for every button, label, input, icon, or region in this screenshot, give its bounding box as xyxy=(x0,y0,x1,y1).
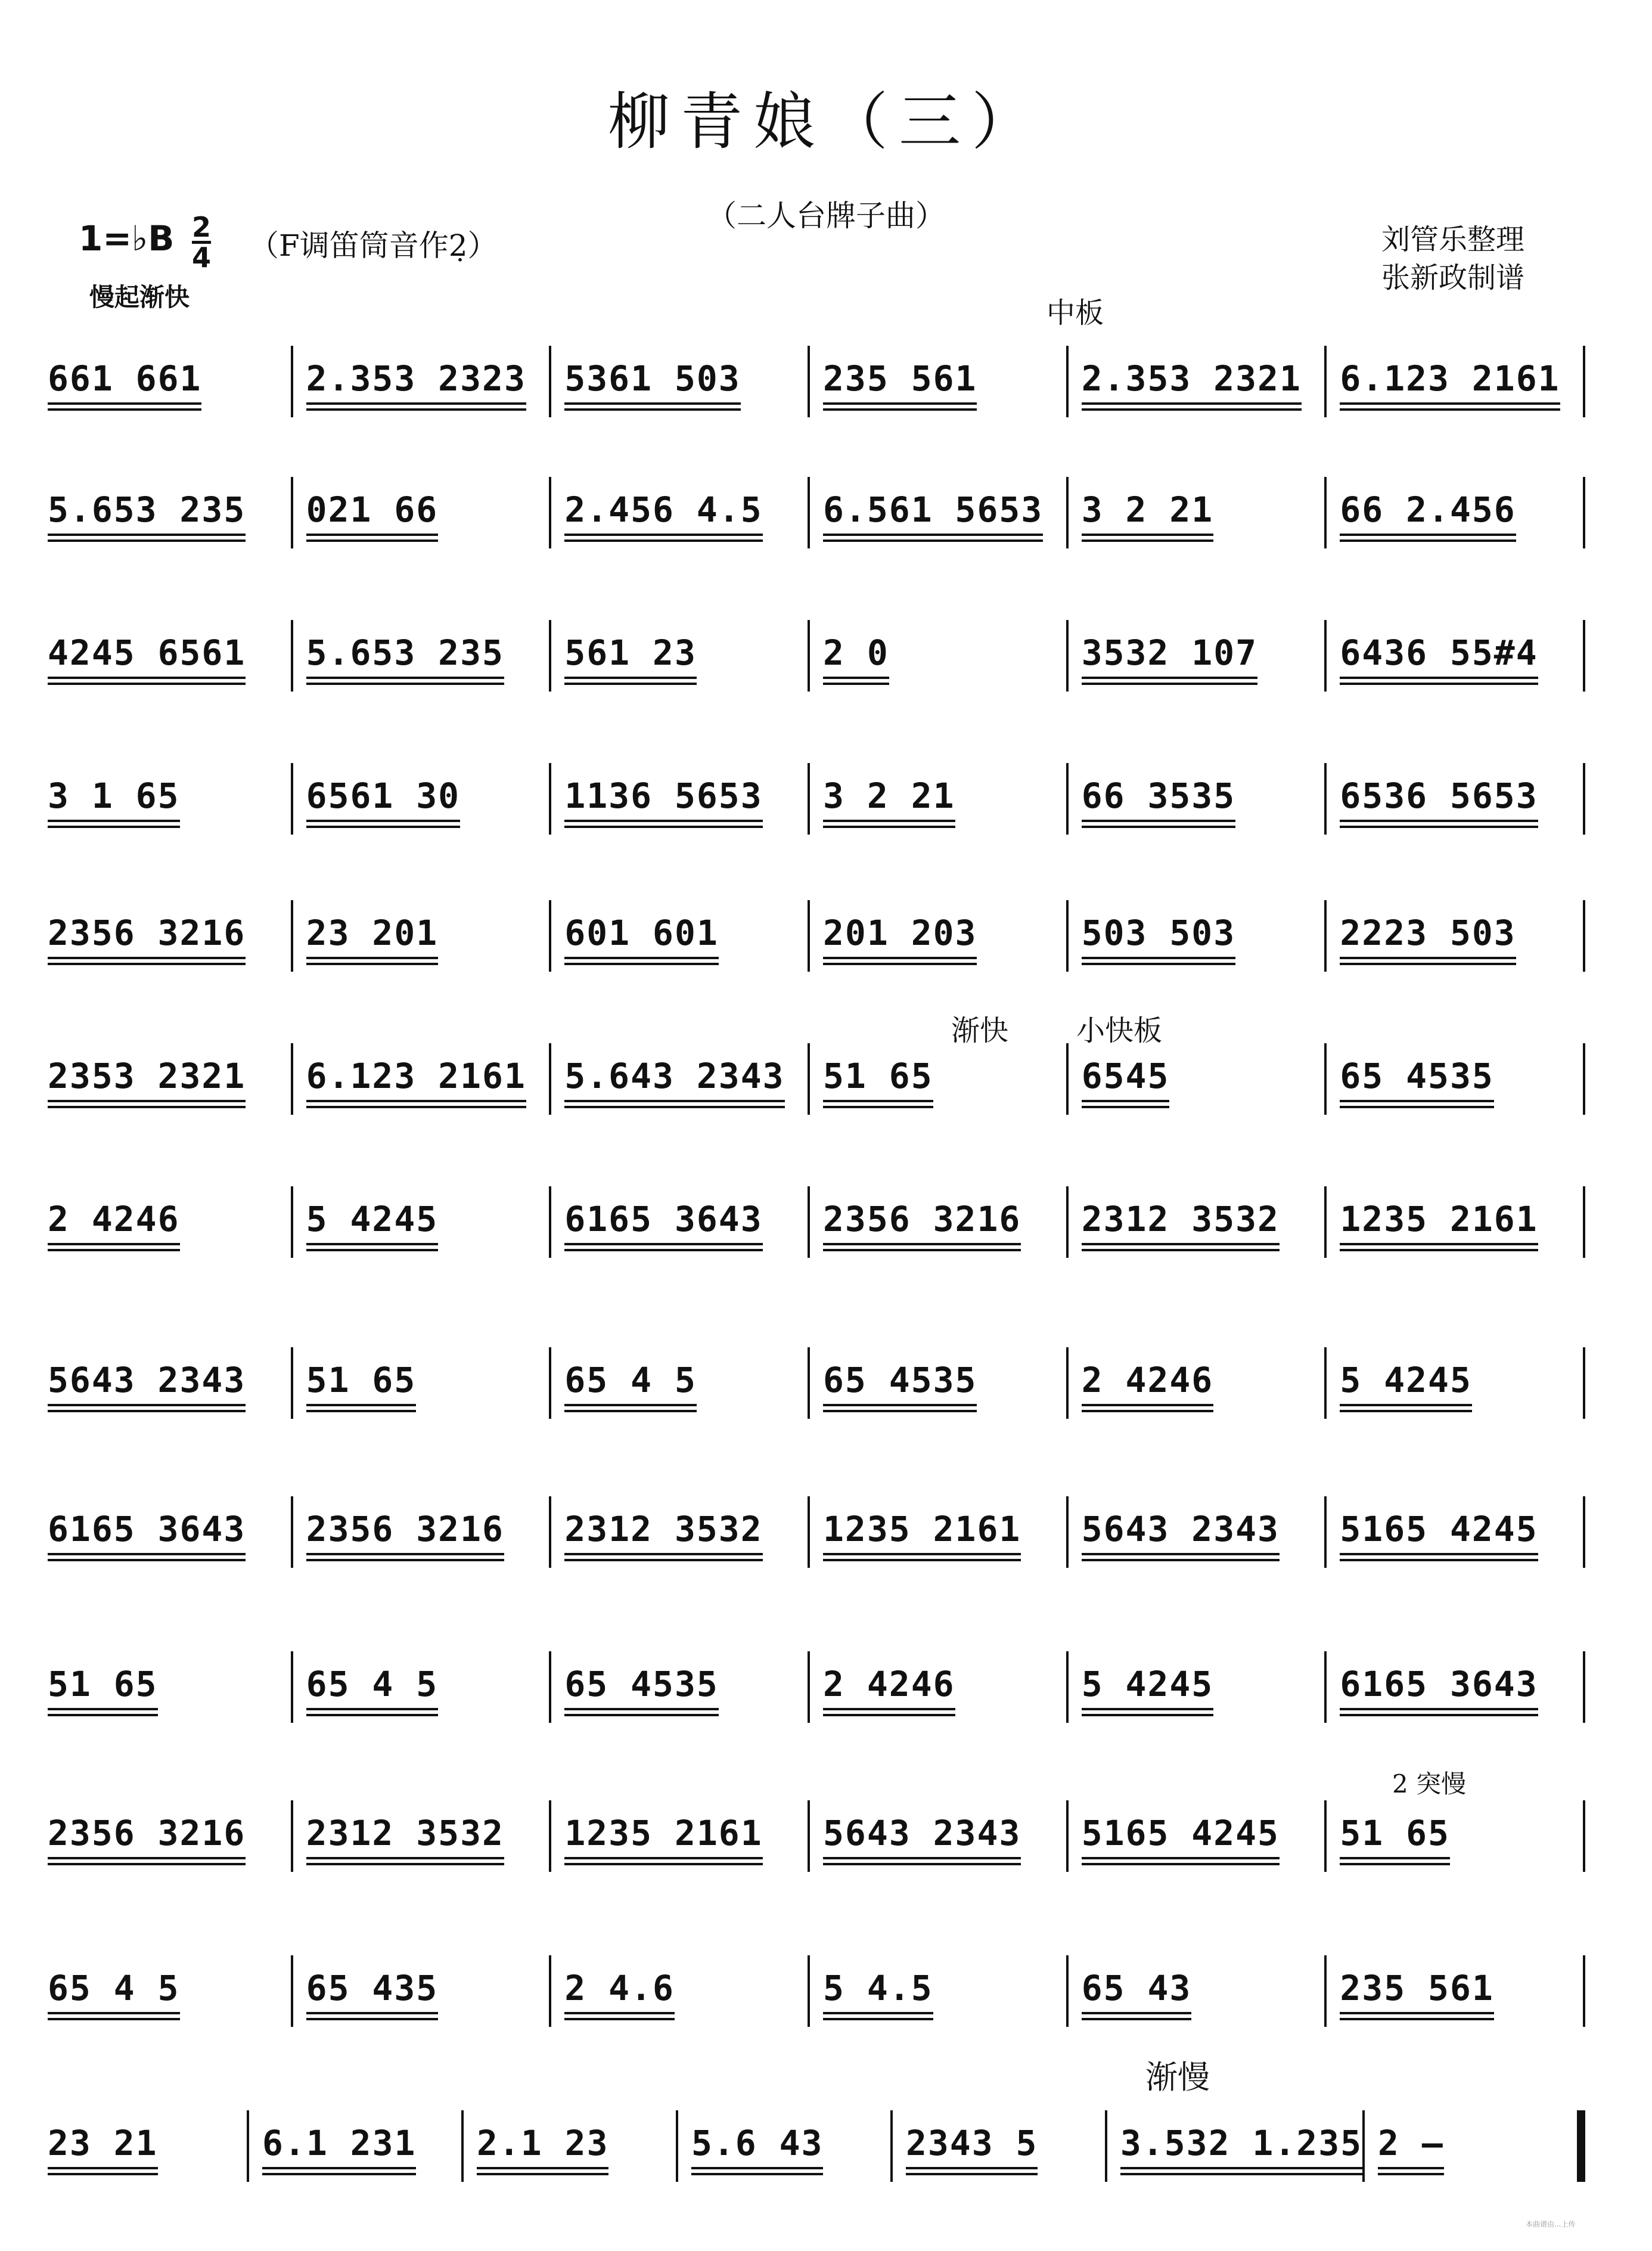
time-signature xyxy=(192,211,212,274)
measure xyxy=(549,763,808,835)
measure xyxy=(291,1955,549,2027)
measure xyxy=(1324,900,1583,972)
final-barline xyxy=(1577,2110,1585,2182)
tempo-tuman: 2 突慢 xyxy=(1392,1769,1467,1799)
meter-numerator: 2 xyxy=(192,211,212,243)
score-row xyxy=(48,1955,1585,2027)
measure-notes: 2 – xyxy=(1378,2123,1444,2169)
measure xyxy=(549,1800,808,1872)
measure xyxy=(48,1347,291,1419)
measure-notes: 6165 3643 xyxy=(564,1199,762,1245)
measure-notes: 6436 55#4 xyxy=(1340,632,1538,679)
measure-notes: 2 0 xyxy=(823,632,889,679)
measure xyxy=(48,1955,291,2027)
measure xyxy=(1066,1347,1325,1419)
score-row xyxy=(48,1043,1585,1115)
measure xyxy=(1066,1496,1325,1568)
measure-notes: 661 661 xyxy=(48,358,201,405)
barline xyxy=(1583,1347,1585,1419)
measure-notes: 5165 4245 xyxy=(1082,1813,1280,1859)
key-signature: 1=♭B xyxy=(79,218,175,259)
measure xyxy=(291,477,549,548)
measure-notes: 5643 2343 xyxy=(1082,1509,1280,1555)
measure xyxy=(1362,2110,1577,2182)
measure xyxy=(549,1186,808,1258)
measure xyxy=(48,1186,291,1258)
tempo-zhongban: 中板 xyxy=(1047,296,1104,330)
barline xyxy=(1583,1496,1585,1568)
measure xyxy=(808,620,1066,692)
arranger: 刘管乐整理 xyxy=(1381,223,1525,256)
barline xyxy=(1583,1955,1585,2027)
measure-notes: 2356 3216 xyxy=(823,1199,1021,1245)
measure-notes: 51 65 xyxy=(1340,1813,1450,1859)
measure-notes: 201 203 xyxy=(823,913,977,959)
measure-notes: 235 561 xyxy=(1340,1968,1493,2014)
measure-notes: 5.643 2343 xyxy=(564,1056,784,1102)
measure-notes: 2223 503 xyxy=(1340,913,1516,959)
measure xyxy=(1066,620,1325,692)
measure xyxy=(808,1043,1066,1115)
score-row xyxy=(48,900,1585,972)
tempo-xiaokuaiban: 小快板 xyxy=(1076,1014,1163,1047)
measure-notes: 5.653 235 xyxy=(306,632,504,679)
measure-notes: 2356 3216 xyxy=(48,1813,246,1859)
barline xyxy=(1583,477,1585,548)
measure-notes: 3 2 21 xyxy=(823,776,955,822)
measure xyxy=(549,900,808,972)
measure xyxy=(291,1043,549,1115)
measure xyxy=(549,1651,808,1723)
measure xyxy=(48,1800,291,1872)
measure-notes: 2 4.6 xyxy=(564,1968,675,2014)
score-row xyxy=(48,763,1585,835)
measure-notes: 1235 2161 xyxy=(564,1813,762,1859)
measure-notes: 2356 3216 xyxy=(48,913,246,959)
measure xyxy=(48,763,291,835)
measure-notes: 65 4 5 xyxy=(306,1664,439,1710)
barline xyxy=(1583,1043,1585,1115)
tempo-jiankuai: 渐快 xyxy=(951,1014,1009,1047)
page-title: 柳青娘（三） xyxy=(607,85,1044,158)
measure xyxy=(890,2110,1105,2182)
measure-notes: 2343 5 xyxy=(906,2123,1038,2169)
score-row xyxy=(48,620,1585,692)
footer-note: 本曲谱由...上传 xyxy=(1526,2220,1576,2228)
measure xyxy=(549,1043,808,1115)
measure xyxy=(549,620,808,692)
measure-notes: 1136 5653 xyxy=(564,776,762,822)
measure-notes: 65 4 5 xyxy=(564,1360,697,1406)
barline xyxy=(1583,620,1585,692)
measure-notes: 5361 503 xyxy=(564,358,740,405)
engraver: 张新政制谱 xyxy=(1381,261,1525,294)
barline xyxy=(1583,1651,1585,1723)
measure-notes: 2312 3532 xyxy=(306,1813,504,1859)
measure-notes: 5165 4245 xyxy=(1340,1509,1538,1555)
measure-notes: 021 66 xyxy=(306,489,439,536)
measure-notes: 5.6 43 xyxy=(691,2123,824,2169)
measure xyxy=(1066,1043,1325,1115)
measure-notes: 503 503 xyxy=(1082,913,1235,959)
measure-notes: 5 4245 xyxy=(1082,1664,1214,1710)
credits xyxy=(1381,221,1524,297)
measure-notes: 65 43 xyxy=(1082,1968,1192,2014)
measure xyxy=(808,1955,1066,2027)
measure-notes: 65 4535 xyxy=(1340,1056,1493,1102)
barline xyxy=(1583,346,1585,417)
score-row xyxy=(48,2110,1585,2182)
score-row xyxy=(48,1496,1585,1568)
measure xyxy=(1324,1955,1583,2027)
measure-notes: 5 4245 xyxy=(1340,1360,1472,1406)
meter-denominator: 4 xyxy=(192,241,212,274)
measure xyxy=(1324,1043,1583,1115)
measure-notes: 2 4246 xyxy=(48,1199,180,1245)
measure xyxy=(808,900,1066,972)
subtitle: （二人台牌子曲） xyxy=(707,199,945,233)
measure xyxy=(549,477,808,548)
measure xyxy=(1066,1651,1325,1723)
score-row xyxy=(48,1651,1585,1723)
measure-notes: 3.532 1.235 xyxy=(1120,2123,1362,2169)
barline xyxy=(1583,1186,1585,1258)
measure-notes: 4245 6561 xyxy=(48,632,246,679)
measure xyxy=(808,1347,1066,1419)
barline xyxy=(1583,1800,1585,1872)
measure xyxy=(1066,1800,1325,1872)
measure xyxy=(808,477,1066,548)
measure-notes: 235 561 xyxy=(823,358,977,405)
tempo-start: 慢起渐快 xyxy=(89,283,190,312)
measure xyxy=(291,1800,549,1872)
measure xyxy=(48,900,291,972)
measure xyxy=(1105,2110,1362,2182)
measure-notes: 6165 3643 xyxy=(1340,1664,1538,1710)
measure xyxy=(291,346,549,417)
measure xyxy=(291,900,549,972)
measure xyxy=(1324,477,1583,548)
measure-notes: 5.653 235 xyxy=(48,489,246,536)
measure-notes: 51 65 xyxy=(306,1360,417,1406)
measure-notes: 6.123 2161 xyxy=(306,1056,526,1102)
measure-notes: 51 65 xyxy=(823,1056,933,1102)
measure xyxy=(48,346,291,417)
measure-notes: 6.123 2161 xyxy=(1340,358,1560,405)
measure xyxy=(1324,620,1583,692)
measure-notes: 65 435 xyxy=(306,1968,439,2014)
measure xyxy=(808,1186,1066,1258)
measure-notes: 2356 3216 xyxy=(306,1509,504,1555)
measure xyxy=(1066,346,1325,417)
score-row xyxy=(48,477,1585,548)
measure-notes: 561 23 xyxy=(564,632,697,679)
measure xyxy=(461,2110,676,2182)
score-row xyxy=(48,1800,1585,1872)
measure xyxy=(1066,763,1325,835)
measure xyxy=(48,620,291,692)
flute-tuning: （F调笛筒音作2̣） xyxy=(249,228,498,263)
measure xyxy=(1324,1186,1583,1258)
measure-notes: 65 4 5 xyxy=(48,1968,180,2014)
measure-notes: 2.456 4.5 xyxy=(564,489,762,536)
measure xyxy=(808,1800,1066,1872)
measure xyxy=(1324,763,1583,835)
measure xyxy=(48,2110,247,2182)
barline xyxy=(1583,900,1585,972)
measure-notes: 2 4246 xyxy=(823,1664,955,1710)
measure-notes: 2.1 23 xyxy=(477,2123,609,2169)
measure xyxy=(1324,1800,1583,1872)
measure xyxy=(48,1496,291,1568)
measure xyxy=(549,1955,808,2027)
score-row xyxy=(48,1186,1585,1258)
barline xyxy=(1583,763,1585,835)
measure-notes: 6.561 5653 xyxy=(823,489,1043,536)
measure xyxy=(48,1651,291,1723)
measure xyxy=(1324,1651,1583,1723)
measure-notes: 5 4245 xyxy=(306,1199,439,1245)
measure-notes: 65 4535 xyxy=(823,1360,977,1406)
measure xyxy=(808,1651,1066,1723)
measure-notes: 2.353 2321 xyxy=(1082,358,1302,405)
measure xyxy=(291,1651,549,1723)
measure-notes: 2312 3532 xyxy=(1082,1199,1280,1245)
measure xyxy=(247,2110,461,2182)
measure-notes: 23 21 xyxy=(48,2123,158,2169)
measure xyxy=(549,1347,808,1419)
measure xyxy=(1066,900,1325,972)
measure xyxy=(1066,1955,1325,2027)
measure xyxy=(676,2110,890,2182)
measure xyxy=(808,763,1066,835)
measure xyxy=(1066,477,1325,548)
measure-notes: 2.353 2323 xyxy=(306,358,526,405)
measure xyxy=(808,1496,1066,1568)
tempo-jianman: 渐慢 xyxy=(1145,2058,1210,2096)
measure-notes: 1235 2161 xyxy=(1340,1199,1538,1245)
measure xyxy=(1324,1496,1583,1568)
measure-notes: 2 4246 xyxy=(1082,1360,1214,1406)
measure-notes: 6561 30 xyxy=(306,776,460,822)
measure-notes: 2312 3532 xyxy=(564,1509,762,1555)
measure-notes: 5 4.5 xyxy=(823,1968,933,2014)
measure xyxy=(291,1186,549,1258)
measure-notes: 6545 xyxy=(1082,1056,1170,1102)
measure-notes: 51 65 xyxy=(48,1664,158,1710)
measure-notes: 6165 3643 xyxy=(48,1509,246,1555)
measure-notes: 601 601 xyxy=(564,913,718,959)
measure-notes: 3 2 21 xyxy=(1082,489,1214,536)
measure xyxy=(291,620,549,692)
measure xyxy=(1324,346,1583,417)
measure xyxy=(291,763,549,835)
measure xyxy=(1066,1186,1325,1258)
measure xyxy=(291,1347,549,1419)
measure-notes: 5643 2343 xyxy=(48,1360,246,1406)
measure-notes: 2353 2321 xyxy=(48,1056,246,1102)
measure-notes: 3532 107 xyxy=(1082,632,1257,679)
score-row xyxy=(48,346,1585,417)
measure-notes: 66 2.456 xyxy=(1340,489,1516,536)
measure-notes: 1235 2161 xyxy=(823,1509,1021,1555)
measure xyxy=(48,477,291,548)
measure xyxy=(549,1496,808,1568)
measure xyxy=(291,1496,549,1568)
measure xyxy=(549,346,808,417)
measure-notes: 6536 5653 xyxy=(1340,776,1538,822)
measure-notes: 23 201 xyxy=(306,913,439,959)
measure-notes: 65 4535 xyxy=(564,1664,718,1710)
measure xyxy=(48,1043,291,1115)
measure xyxy=(1324,1347,1583,1419)
measure-notes: 66 3535 xyxy=(1082,776,1235,822)
measure-notes: 3 1 65 xyxy=(48,776,180,822)
measure-notes: 5643 2343 xyxy=(823,1813,1021,1859)
measure-notes: 6.1 231 xyxy=(262,2123,416,2169)
score-row xyxy=(48,1347,1585,1419)
measure xyxy=(808,346,1066,417)
